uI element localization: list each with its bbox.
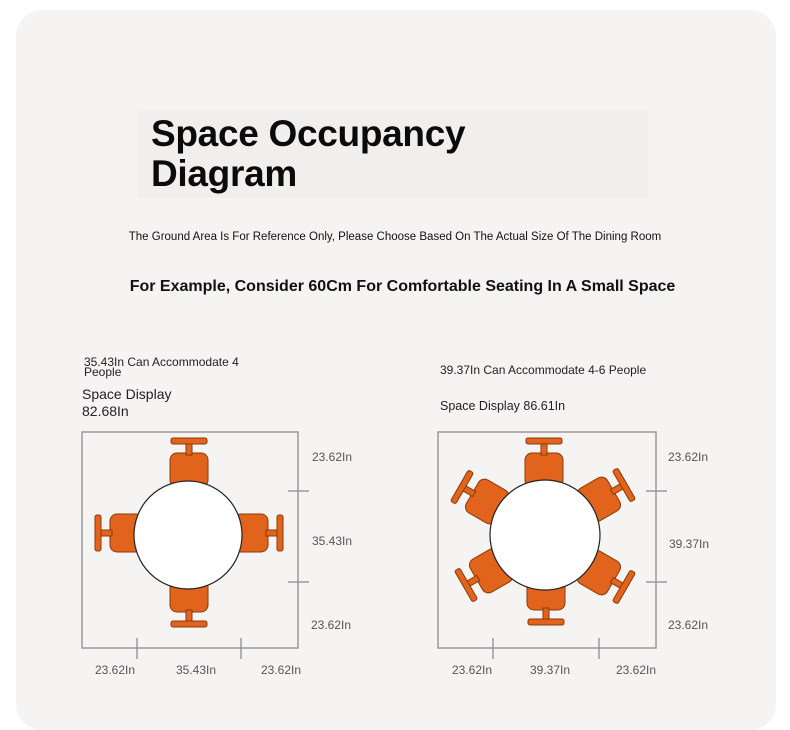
left-capacity-text: 35.43In Can Accommodate 4 People [84, 355, 239, 379]
left-bottom-dim-left: 23.62In [95, 663, 136, 677]
left-bottom-dim-middle: 35.43In [176, 663, 217, 677]
right-bottom-dim-middle: 39.37In [530, 663, 571, 677]
left-chair-top [170, 438, 208, 487]
reference-note: The Ground Area Is For Reference Only, Please Choose Based On The Actual Size Of The Dining Room [128, 231, 662, 243]
left-side-dim-top: 23.62In [312, 450, 353, 464]
left-side-dim-middle: 35.43In [312, 534, 353, 548]
right-side-dim-bottom: 23.62In [668, 618, 709, 632]
left-space-display-value: 82.68In [82, 403, 129, 419]
right-bottom-dim-left: 23.62In [452, 663, 493, 677]
right-capacity-label: 39.37In Can Accommodate 4-6 People [440, 363, 647, 377]
title-line-2: Diagram [151, 153, 297, 194]
left-space-display-label: Space Display [82, 386, 172, 402]
left-bottom-dim-right: 23.62In [261, 663, 302, 677]
right-bottom-dim-right: 23.62In [616, 663, 657, 677]
example-text: For Example, Consider 60Cm For Comfortable Seating In A Small Space [129, 278, 676, 295]
right-space-display: Space Display 86.61In [440, 399, 566, 413]
left-round-table [134, 481, 242, 589]
left-side-dim-bottom: 23.62In [311, 618, 352, 632]
right-side-dim-middle: 39.37In [669, 537, 710, 551]
right-round-table [490, 480, 600, 590]
title-line-1: Space Occupancy [151, 113, 466, 154]
right-side-dim-top: 23.62In [668, 450, 709, 464]
